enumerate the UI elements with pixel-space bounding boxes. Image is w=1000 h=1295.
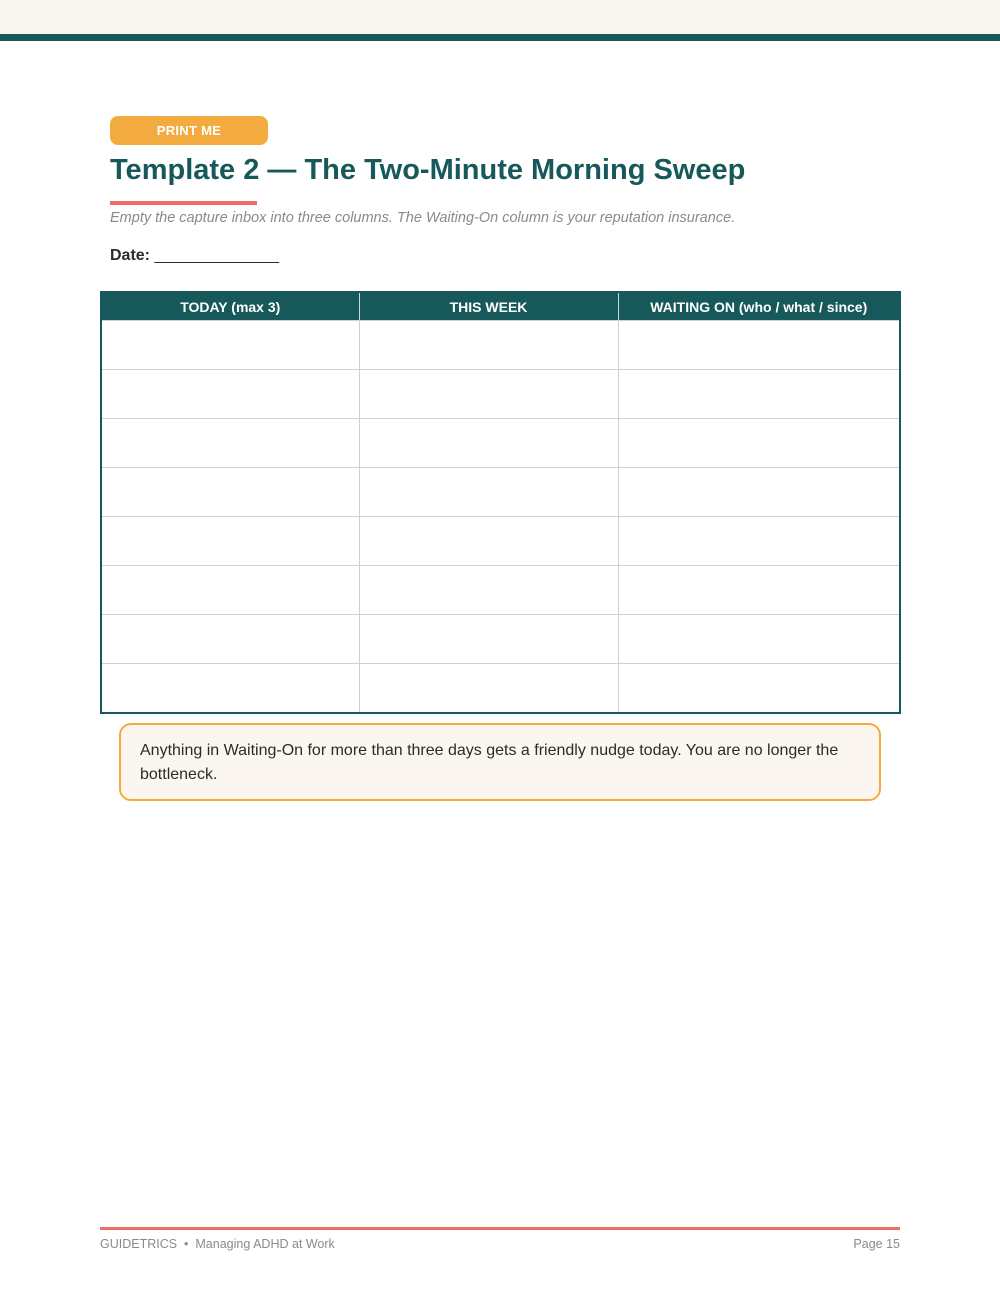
table-cell xyxy=(618,664,900,714)
table-cell xyxy=(101,468,359,517)
table-cell xyxy=(618,517,900,566)
table-row xyxy=(101,468,900,517)
table-cell xyxy=(618,615,900,664)
page-title: Template 2 — The Two-Minute Morning Sweep xyxy=(110,154,746,186)
date-field xyxy=(110,247,279,265)
table-cell xyxy=(618,321,900,370)
sweep-table xyxy=(100,291,901,714)
table-row xyxy=(101,419,900,468)
date-label: Date: xyxy=(110,247,151,264)
table-cell xyxy=(101,370,359,419)
tip-callout: Anything in Waiting-On for more than three days gets a friendly nudge today. You are no longer the bottleneck. xyxy=(119,723,881,801)
table-cell xyxy=(359,566,618,615)
table-cell xyxy=(618,468,900,517)
table-cell xyxy=(359,517,618,566)
table-row xyxy=(101,321,900,370)
table-cell xyxy=(101,664,359,714)
print-me-badge: PRINT ME xyxy=(110,116,268,145)
table-cell xyxy=(101,566,359,615)
table-cell xyxy=(101,321,359,370)
page-subtitle: Empty the capture inbox into three columns. The Waiting-On column is your reputation insurance. xyxy=(110,210,736,226)
table-row xyxy=(101,370,900,419)
footer-separator: • xyxy=(184,1237,189,1251)
table-body xyxy=(101,321,900,714)
table-cell xyxy=(359,370,618,419)
column-header-waiting-on: WAITING ON (who / what / since) xyxy=(618,292,900,321)
table-cell xyxy=(101,517,359,566)
table-row xyxy=(101,615,900,664)
table-row xyxy=(101,664,900,714)
table-row xyxy=(101,517,900,566)
top-band xyxy=(0,0,1000,34)
table-cell xyxy=(101,615,359,664)
table-cell xyxy=(359,321,618,370)
title-underline xyxy=(110,201,257,205)
table-cell xyxy=(618,419,900,468)
footer-left xyxy=(100,1237,335,1251)
column-header-this-week: THIS WEEK xyxy=(359,292,618,321)
table-header-row xyxy=(101,292,900,321)
footer-page-number: Page 15 xyxy=(853,1237,900,1251)
footer-doc-title: Managing ADHD at Work xyxy=(195,1237,335,1251)
footer-rule xyxy=(100,1227,900,1230)
top-rule xyxy=(0,34,1000,41)
table-cell xyxy=(359,664,618,714)
table-row xyxy=(101,566,900,615)
table-cell xyxy=(618,370,900,419)
table-cell xyxy=(359,615,618,664)
footer-brand: GUIDETRICS xyxy=(100,1237,178,1251)
table-cell xyxy=(618,566,900,615)
table-cell xyxy=(101,419,359,468)
table-cell xyxy=(359,468,618,517)
table-cell xyxy=(359,419,618,468)
column-header-today: TODAY (max 3) xyxy=(101,292,359,321)
date-blank: ______________ xyxy=(154,247,280,264)
